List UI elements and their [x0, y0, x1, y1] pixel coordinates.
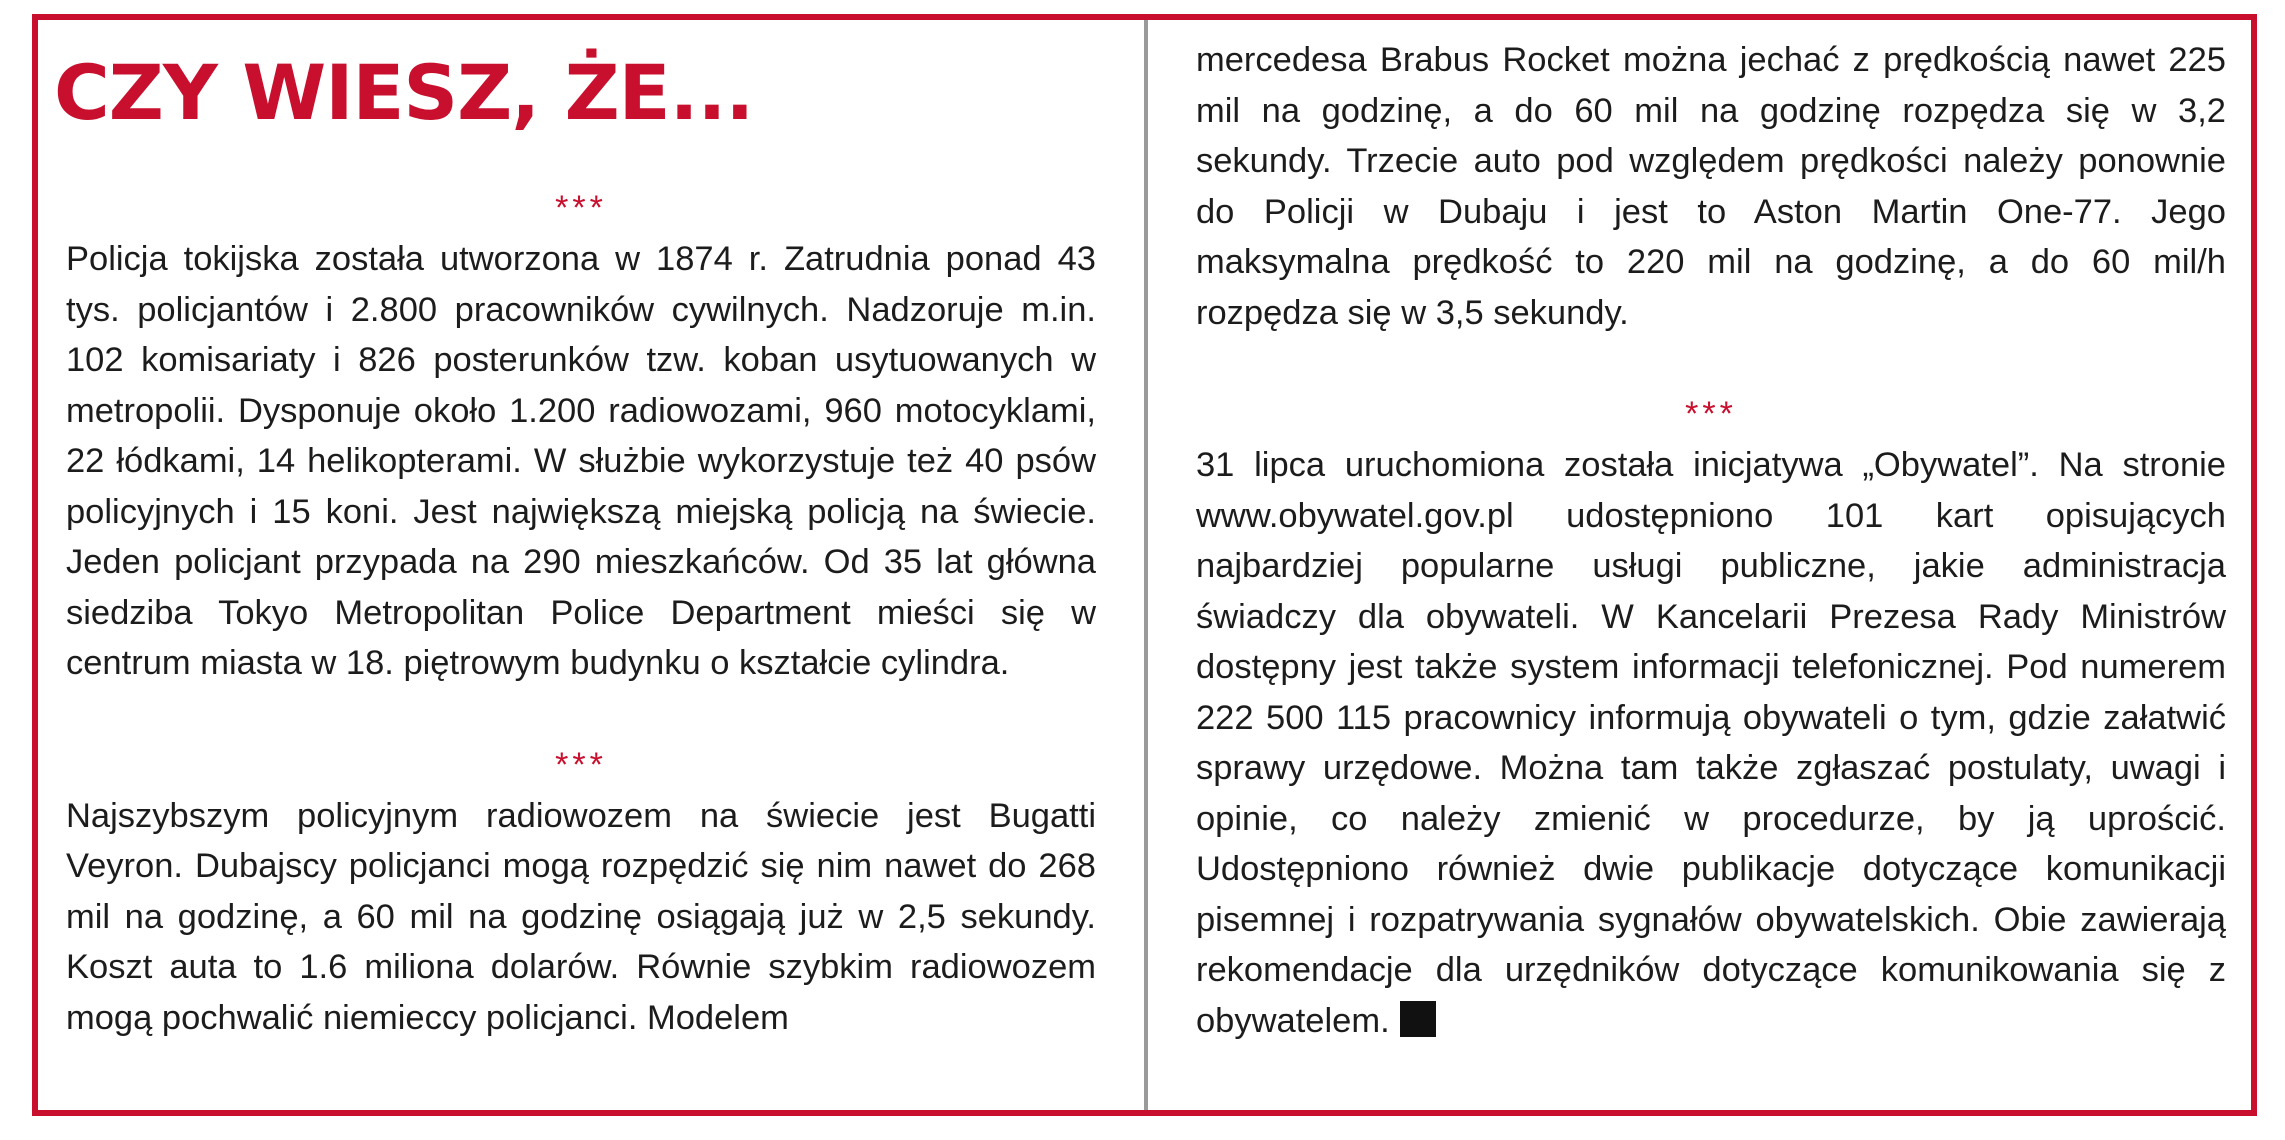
left-column — [66, 182, 1096, 1043]
end-of-article-square-icon — [1400, 1001, 1436, 1037]
right-column — [1196, 35, 2226, 1046]
section-separator: *** — [555, 189, 607, 227]
paragraph-obywatel-initiative — [1196, 440, 2226, 1046]
page-title: CZY WIESZ, ŻE... — [54, 48, 754, 137]
paragraph-gap — [1196, 338, 2226, 388]
paragraph-fastest-police-cars: Najszybszym policyjnym radiowozem na świecie jest Bugatti Veyron. Dubajscy policjanci mogą rozpędzić się nim nawet do 268 mil na godzinę, a 60 mil na godzinę osiągają już w 2,5 sekundy. Koszt auta to 1.6 miliona dolarów. Równie szybkim radiowozem mogą pochwalić niemieccy policjanci. Modelem — [66, 796, 1096, 1037]
column-divider — [1144, 20, 1148, 1110]
paragraph-obywatel-text: 31 lipca uruchomiona została inicjatywa „Obywatel”. Na stronie www.obywatel.gov.pl udostępniono 101 kart opisujących najbardziej popularne usługi publiczne, jakie administracja świadczy dla obywateli. W Kancelarii Prezesa Rady Ministrów dostępny jest także system informacji telefonicznej. Pod numerem 222 500 115 pracownicy informują obywateli o tym, gdzie załatwić sprawy urzędowe. Można tam także zgłaszać postulaty, uwagi i opinie, co należy zmienić w procedurze, by ją uprościć. Udostępniono również dwie publikacje dotyczące komunikacji pisemnej i rozpatrywania sygnałów obywatelskich. Obie zawierają rekomendacje dla urzędników dotyczące komunikowania się z obywatelem. — [1196, 446, 2226, 1040]
paragraph-gap — [66, 689, 1096, 739]
paragraph-tokyo-police: Policja tokijska została utworzona w 1874 r. Zatrudnia ponad 43 tys. policjantów i 2.800 pracowników cywilnych. Nadzoruje m.in. 102 komisariaty i 826 posterunków tzw. koban usytuowanych w metropolii. Dysponuje około 1.200 radiowozami, 960 motocyklami, 22 łódkami, 14 helikopterami. W służbie wykorzystuje też 40 psów policyjnych i 15 koni. Jest największą miejską policją na świecie. Jeden policjant przypada na 290 mieszkańców. Od 35 lat główna siedziba Tokyo Metropolitan Police Department mieści się w centrum miasta w 18. piętrowym budynku o kształcie cylindra. — [66, 240, 1096, 682]
section-separator: *** — [555, 745, 607, 784]
section-separator: *** — [1685, 395, 1737, 433]
paragraph-fastest-police-cars-continued: mercedesa Brabus Rocket można jechać z prędkością nawet 225 mil na godzinę, a do 60 mil na godzinę rozpędza się w 3,2 sekundy. Trzecie auto pod względem prędkości należy ponownie do Policji w Dubaju i jest to Aston Martin One-77. Jego maksymalna prędkość to 220 mil na godzinę, a do 60 mil/h rozpędza się w 3,5 sekundy. — [1196, 41, 2226, 332]
